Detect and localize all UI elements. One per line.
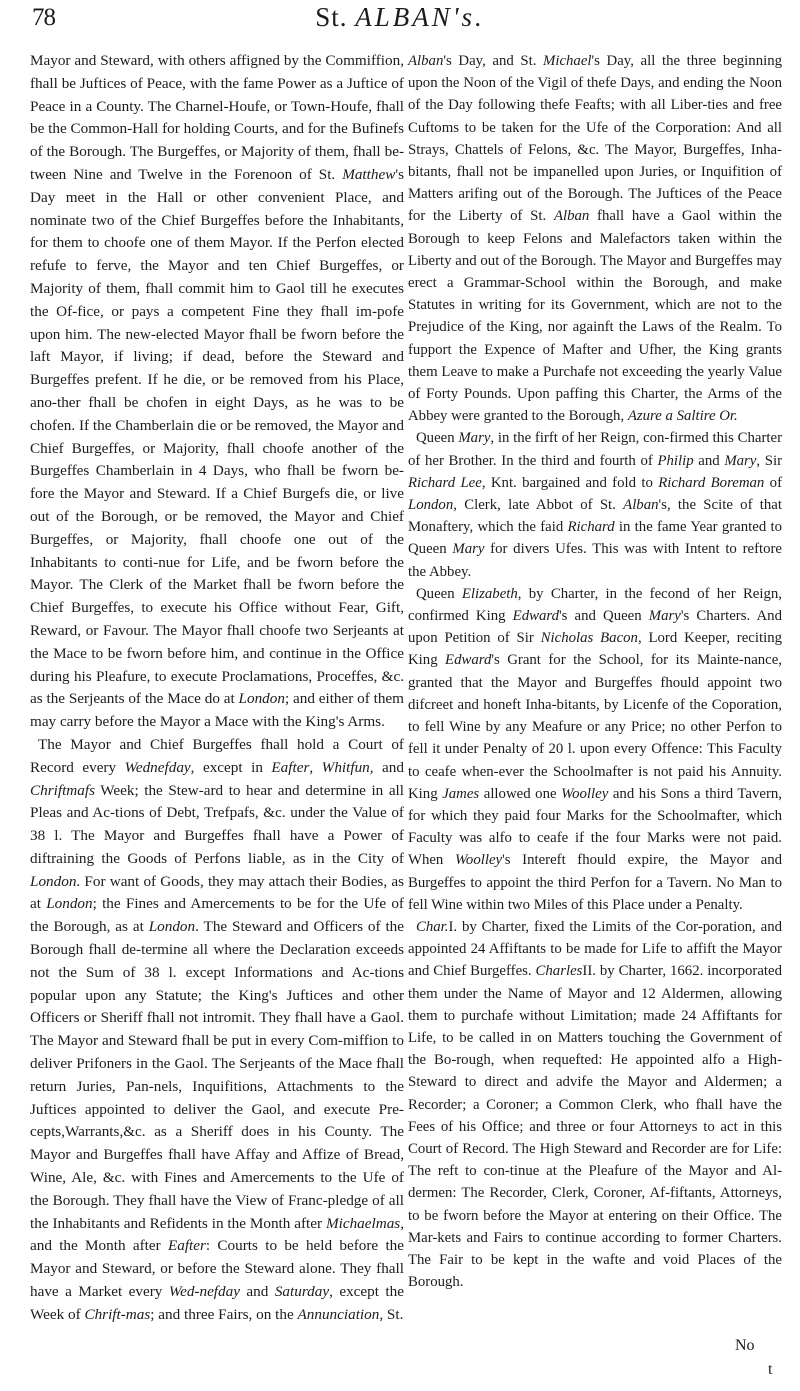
left-paragraph-1: Mayor and Steward, with others affigned by the Commiffion, fhall be Juftices of Peace, with the fame Power as a Juftice of Peace in a County. The Charnel-Houfe, or Town-Houfe, fhall be the Common-Hall for holding Courts, and for the Bufinefs of the Borough. The Burgeffes, or Majority of them, fhall be-tween Nine and Twelve in the Forenoon of St. Matthew's Day meet in the Hall or other convenient Place, and nominate two of the Chief Burgeffes before the Inhabitants, for them to choofe one of them Mayor. If the Perfon elected refufe to ferve, the Mayor and ten Chief Burgeffes, or Majority of them, fhall commit him to Gaol till he executes the Of-fice, or pays a competent Fine they fhall im-pofe upon him. The new-elected Mayor fhall be fworn before the laft Mayor, if living; if dead, before the Steward and Burgeffes prefent. If he die, or be removed from his Place, ano-ther fhall be chofen in eight Days, as he was to be chofen. If the Chamberlain die or be removed, the Mayor and Chief Burgeffes, or Majority, fhall choofe another of the Burgeffes Chamberlain in 4 Days, who fhall be fworn be-fore the Mayor and Steward. If a Chief Burgefs die, or live out of the Borough, or be removed, the Mayor and Chief Burgeffes, or Majority, fhall choofe one out of the Inhabitants to conti-nue for Life, and be fworn before the Mayor. The Clerk of the Market fhall be fworn before the Chief Burgeffes, to execute his Office without Fear, Gift, Reward, or Favour. The Mayor fhall choofe two Serjeants at the Mace to be fworn before him, and continue in the Office during his Pleafure, to execute Proclamations, Proceffes, &c. as the Serjeants of the Mace do at London; and either of them may carry before the Mayor a Mace with the King's Arms. [30, 52, 404, 731]
running-head-title: ALBAN's. [355, 2, 485, 32]
right-paragraph-2: Queen Mary, in the firft of her Reign, con-firmed this Charter of her Brother. In the third and fourth of Philip and Mary, Sir Richard Lee, Knt. bargained and fold to Richard Boreman of London, Clerk, late Abbot of St. Alban's, the Scite of that Monaftery, which the faid Richard in the fame Year granted to Queen Mary for divers Ufes. This was with Intent to reftore the Abbey. [408, 430, 783, 580]
right-paragraph-1: Alban's Day, and St. Michael's Day, all the three beginning upon the Noon of the Vigil of thefe Days, and ending the Noon of the Day following thefe Feafts; with all Liber-ties and free Cuftoms to be taken for the Ufe of the Corporation: And all Strays, Chattels of Felons, &c. The Mayor, Burgeffes, Inha-bitants, fhall not be impanelled upon Juries, or Inquifition of Matters arifing out of the Borough. The Juftices of the Peace for the Liberty of St. Alban fhall have a Gaol within the Borough to keep Felons and Malefactors taken within the Liberty and out of the Borough. The Mayor and Burgeffes may erect a Grammar-School within the Borough, and make Statutes in writing for its Government, which are not to the Prejudice of the King, nor againft the Laws of the Realm. To fupport the Expence of Mafter and Ufher, the King grants them Leave to make a Purchafe not exceeding the yearly Value of Forty Pounds. Upon paffing this Charter, the Arms of the Abbey were granted to the Borough, Azure a Saltire Or. [408, 53, 783, 425]
right-column [408, 50, 782, 1293]
running-head-saint: St. [315, 2, 348, 32]
running-head [0, 2, 800, 33]
left-paragraph-2: The Mayor and Chief Burgeffes fhall hold a Court of Record every Wednefday, except in Eafter, Whitfun, and Chriftmafs Week; the Stew-ard to hear and determine in all Pleas and Ac-tions of Debt, Trefpafs, &c. under the Value of 38 l. The Mayor and Burgeffes fhall have a Power of diftraining the Goods of Perfons liable, as in the City of London. For want of Goods, they may attach their Bodies, as at London; the Fines and Amercements to be for the Ufe of the Borough, as at London. The Steward and Officers of the Borough fhall de-termine all where the Declaration exceeds not the Sum of 38 l. except Informations and Ac-tions popular upon any Statute; the King's Juftices and other Officers or Sheriff fhall not intromit. They fhall have a Gaol. The Mayor and Steward fhall be put in every Com-miffion to deliver Prifoners in the Gaol. The Serjeants of the Mace fhall return Juries, Pan-nels, Inquifitions, Attachments to the Juftices appointed to deliver the Gaol, and execute Pre-cepts,Warrants,&c. as a Sheriff does in his County. The Mayor and Burgeffes fhall have Affay and Affize of Bread, Wine, Ale, &c. with Fines and Amercements to the Ufe of the Borough. They fhall have the View of Franc-pledge of all the Inhabitants and Refidents in the Month after Michaelmas, and the Month after Eafter: Courts to be held before the Mayor and Steward, or before the Steward alone. They fhall have a Market every Wed-nefday and Saturday, except the Week of Chrift-mas; and three Fairs, on the Annunciation, St. [30, 735, 405, 1323]
left-column [30, 50, 404, 1327]
right-paragraph-4: Char.I. by Charter, fixed the Limits of the Cor-poration, and appointed 24 Affiftants to be made for Life to affift the Mayor and Chief Burgeffes. CharlesII. by Charter, 1662. incorporated them under the Name of Mayor and 12 Aldermen, allowing them to purchafe without Limitation; made 24 Affiftants for Life, to be called in on Matters touching the Government of the Bo-rough, when requefted: He appointed alfo a High-Steward to direct and advife the Mayor and Aldermen; a Recorder; a Coroner; a Common Clerk, who fhall have the Fees of his Office; and three or four Attorneys to act in this Court of Record. The High Steward and Recorder are for Life: The reft to con-tinue at the Pleafure of the Mayor and Al-dermen: The Recorder, Clerk, Coroner, Af-fiftants, Attorneys, to be fworn before the Mayor at entering on their Office. The Mar-kets and Fairs to continue according to former Charters. The Fair to be kept in the wafte and void Places of the Borough. [408, 918, 782, 1291]
right-paragraph-3: Queen Elizabeth, by Charter, in the fecond of her Reign, confirmed King Edward's and Queen Mary's Charters. And upon Petition of Sir Nicholas Bacon, Lord Keeper, reciting King Edward's Grant for the School, for its Mainte-nance, granted that the Mayor and Burgeffes fhould appoint two difcreet and honeft Inha-bitants, by Licenfe of the Coporation, to fell Wine by any Meafure or any Price; no other Perfon to fell it under Penalty of 20 l. upon every Offence: This Faculty to ceafe when-ever the Schoolmafter is not paid his Annuity. King James allowed one Woolley and his Sons a third Tavern, for which they paid four Marks for the Schoolmafter, which Faculty was alfo to ceafe if the four Marks were not paid. When Woolley's Intereft fhould expire, the Mayor and Burgeffes to appoint the third Perfon for a Tavern. No Man to fell Wine within two Miles of this Place under a Penalty. [408, 585, 783, 913]
page-number: 78 [32, 4, 55, 31]
signature-mark: t [768, 1361, 773, 1378]
catchword: No [735, 1337, 755, 1354]
